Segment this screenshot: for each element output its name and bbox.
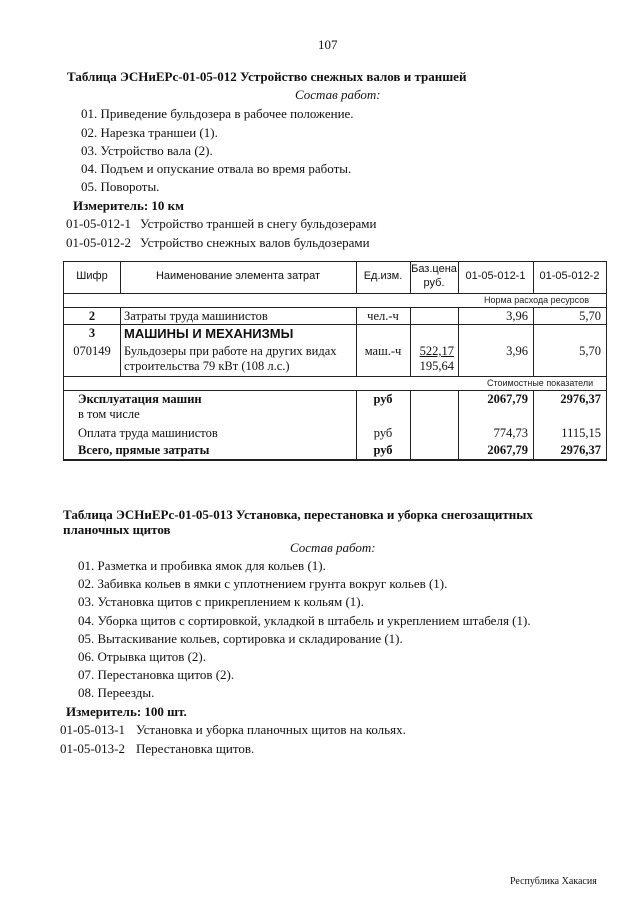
row-bulldozer-code: 070149 [73, 344, 111, 358]
variant-code: 01-05-012-2 [66, 235, 131, 250]
step-item: 05. Вытаскивание кольев, сортировка и складирование (1). [78, 631, 403, 646]
step-item: 02. Забивка кольев в ямки с уплотнением грунта вокруг кольев (1). [78, 576, 448, 591]
footer-region: Республика Хакасия [510, 876, 597, 887]
row-wages-unit: руб [373, 426, 393, 440]
step-item: 06. Отрывка щитов (2). [78, 649, 207, 664]
row-bulldozer-v2: 5,70 [579, 344, 601, 358]
variant-name: Устройство траншей в снегу бульдозерами [140, 216, 377, 231]
header-base-price: Баз.цена [411, 263, 457, 275]
table1-meter: Измеритель: 10 км [73, 198, 184, 213]
table2-title-line2: планочных щитов [63, 522, 171, 537]
variant-name: Устройство снежных валов бульдозерами [140, 235, 370, 250]
header-unit: Ед.изм. [363, 270, 403, 282]
row-total-name: Всего, прямые затраты [78, 443, 210, 457]
section-costs: Стоимостные показатели [487, 378, 594, 388]
step-item: 05. Повороты. [81, 179, 160, 194]
row-exploitation-name: Эксплуатация машин [78, 392, 202, 406]
step-item: 01. Разметка и пробивка ямок для кольев (1). [78, 558, 326, 573]
page-number: 107 [318, 37, 338, 52]
step-item: 08. Переезды. [78, 685, 155, 700]
table2-meter: Измеритель: 100 шт. [66, 704, 187, 719]
row-exploitation-unit: руб [373, 392, 393, 406]
step-item: 03. Устройство вала (2). [81, 143, 213, 158]
table1-title: Таблица ЭСНиЕРс-01-05-012 Устройство снежных валов и траншей [67, 69, 467, 84]
variant-name: Перестановка щитов. [136, 741, 255, 756]
row-total-v2: 2976,37 [560, 443, 601, 457]
row-bulldozer-name-2: строительства 79 кВт (108 л.с.) [124, 359, 290, 373]
row-labor-unit: чел.-ч [367, 309, 399, 323]
row-wages-v1: 774,73 [493, 426, 528, 440]
resource-table [63, 261, 607, 461]
row-total-unit: руб [373, 443, 393, 457]
step-item: 07. Перестановка щитов (2). [78, 667, 235, 682]
row-labor-v2: 5,70 [579, 309, 601, 323]
row-labor-v1: 3,96 [506, 309, 528, 323]
header-col1: 01-05-012-1 [465, 270, 526, 282]
row-labor-name: Затраты труда машинистов [124, 309, 268, 323]
variant-name: Установка и уборка планочных щитов на кольях. [136, 722, 406, 737]
table2-title-line1: Таблица ЭСНиЕРс-01-05-013 Установка, перестановка и уборка снегозащитных [63, 507, 533, 522]
variant-code: 01-05-013-2 [60, 741, 125, 756]
step-item: 03. Установка щитов с прикреплением к кольям (1). [78, 594, 364, 609]
variant-code: 01-05-013-1 [60, 722, 125, 737]
row-total-v1: 2067,79 [487, 443, 528, 457]
step-item: 02. Нарезка траншеи (1). [81, 125, 218, 140]
step-item: 01. Приведение бульдозера в рабочее положение. [81, 106, 354, 121]
table2-composition-label: Состав работ: [290, 540, 376, 555]
row-bulldozer-v1: 3,96 [506, 344, 528, 358]
variant-code: 01-05-012-1 [66, 216, 131, 231]
row-including: в том числе [78, 407, 140, 421]
row-labor-num: 2 [88, 309, 96, 323]
header-name: Наименование элемента затрат [155, 270, 321, 282]
row-machines-num: 3 [88, 326, 96, 340]
header-cipher: Шифр [76, 270, 108, 282]
section-norms: Норма расхода ресурсов [484, 295, 589, 305]
table1-composition-label: Состав работ: [295, 87, 381, 102]
header-col2: 01-05-012-2 [539, 270, 600, 282]
row-bulldozer-price2: 195,64 [419, 359, 454, 373]
step-item: 04. Уборка щитов с сортировкой, укладкой в штабель и укреплением штабеля (1). [78, 613, 531, 628]
row-bulldozer-name-1: Бульдозеры при работе на других видах [124, 344, 337, 358]
header-base-price-unit: руб. [423, 277, 445, 289]
row-exploitation-v1: 2067,79 [487, 392, 528, 406]
step-item: 04. Подъем и опускание отвала во время работы. [81, 161, 352, 176]
row-exploitation-v2: 2976,37 [560, 392, 601, 406]
row-machines-name: МАШИНЫ И МЕХАНИЗМЫ [124, 326, 294, 341]
row-wages-v2: 1115,15 [561, 426, 601, 440]
row-bulldozer-unit: маш.-ч [364, 344, 402, 358]
row-wages-name: Оплата труда машинистов [78, 426, 218, 440]
row-bulldozer-price1: 522,17 [419, 344, 454, 358]
